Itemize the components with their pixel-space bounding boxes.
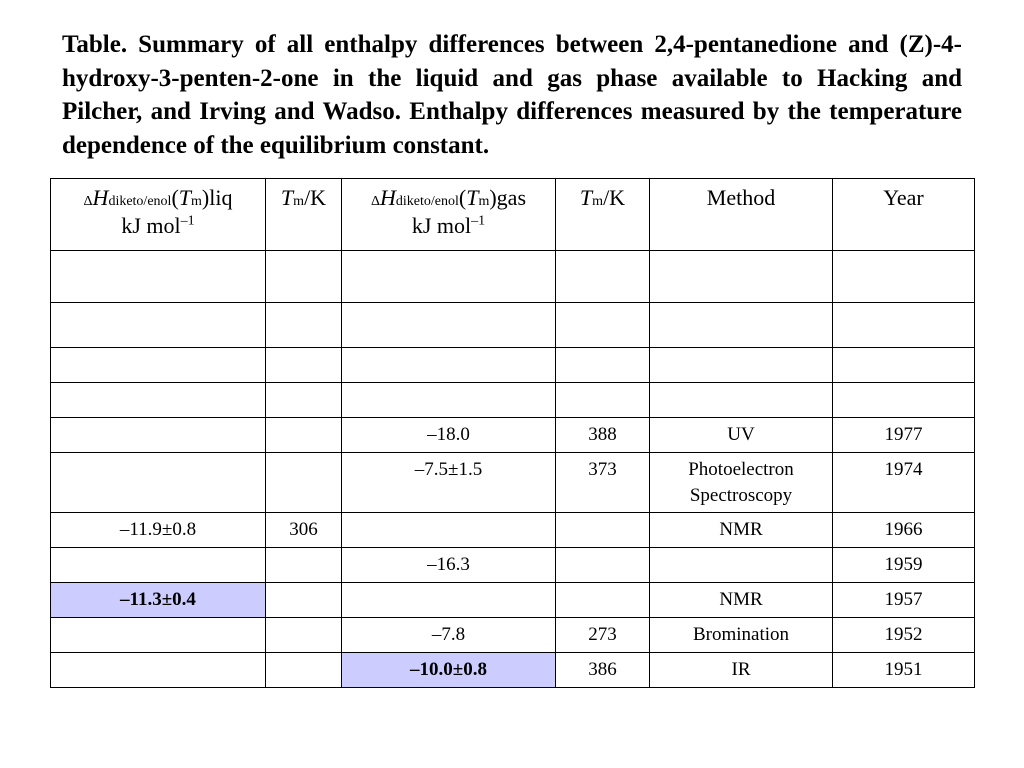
cell-tm-gas <box>556 583 650 618</box>
cell-liquid <box>51 383 266 418</box>
cell-method: IR <box>650 653 833 688</box>
cell-tm-liquid <box>266 251 342 303</box>
table-row <box>51 348 975 383</box>
cell-gas <box>342 383 556 418</box>
cell-year <box>833 303 975 348</box>
table-row <box>51 618 975 653</box>
cell-gas <box>342 251 556 303</box>
cell-year <box>833 383 975 418</box>
cell-tm-liquid <box>266 383 342 418</box>
cell-tm-liquid <box>266 548 342 583</box>
table-row <box>51 303 975 348</box>
cell-method <box>650 303 833 348</box>
cell-tm-liquid <box>266 453 342 513</box>
cell-liquid: –11.9±0.8 <box>51 513 266 548</box>
table-row <box>51 251 975 303</box>
cell-tm-gas <box>556 251 650 303</box>
cell-year: 1951 <box>833 653 975 688</box>
cell-gas: –16.3 <box>342 548 556 583</box>
cell-gas <box>342 348 556 383</box>
cell-tm-liquid <box>266 653 342 688</box>
cell-tm-gas: 388 <box>556 418 650 453</box>
cell-tm-gas <box>556 513 650 548</box>
cell-year <box>833 251 975 303</box>
cell-liquid <box>51 548 266 583</box>
header-tm-liquid: Tm/K <box>266 179 342 251</box>
cell-tm-liquid <box>266 583 342 618</box>
cell-tm-liquid <box>266 618 342 653</box>
cell-method: NMR <box>650 513 833 548</box>
cell-method <box>650 383 833 418</box>
table-row <box>51 513 975 548</box>
cell-liquid <box>51 303 266 348</box>
cell-year: 1966 <box>833 513 975 548</box>
table-row <box>51 583 975 618</box>
enthalpy-table <box>50 178 975 688</box>
cell-year <box>833 348 975 383</box>
cell-gas: –7.8 <box>342 618 556 653</box>
cell-tm-liquid <box>266 418 342 453</box>
cell-liquid <box>51 251 266 303</box>
cell-gas: –18.0 <box>342 418 556 453</box>
cell-liquid <box>51 453 266 513</box>
cell-tm-gas <box>556 548 650 583</box>
cell-year: 1957 <box>833 583 975 618</box>
cell-year: 1977 <box>833 418 975 453</box>
table-row <box>51 383 975 418</box>
table-row <box>51 418 975 453</box>
cell-method: Bromination <box>650 618 833 653</box>
cell-method <box>650 251 833 303</box>
cell-method <box>650 548 833 583</box>
cell-method: Photoelectron Spectroscopy <box>650 453 833 513</box>
cell-tm-gas <box>556 383 650 418</box>
cell-year: 1959 <box>833 548 975 583</box>
table-row <box>51 653 975 688</box>
cell-gas <box>342 513 556 548</box>
cell-liquid <box>51 653 266 688</box>
cell-tm-gas: 373 <box>556 453 650 513</box>
table-row <box>51 453 975 513</box>
cell-gas: –7.5±1.5 <box>342 453 556 513</box>
cell-tm-gas: 273 <box>556 618 650 653</box>
cell-tm-gas <box>556 348 650 383</box>
cell-tm-liquid: 306 <box>266 513 342 548</box>
cell-liquid-highlighted: –11.3±0.4 <box>51 583 266 618</box>
header-method: Method <box>650 179 833 251</box>
header-tm-gas: Tm/K <box>556 179 650 251</box>
cell-tm-liquid <box>266 303 342 348</box>
cell-method <box>650 348 833 383</box>
cell-liquid <box>51 618 266 653</box>
cell-gas-highlighted: –10.0±0.8 <box>342 653 556 688</box>
cell-tm-liquid <box>266 348 342 383</box>
cell-method: NMR <box>650 583 833 618</box>
cell-year: 1974 <box>833 453 975 513</box>
cell-gas <box>342 303 556 348</box>
cell-liquid <box>51 418 266 453</box>
table-row <box>51 548 975 583</box>
header-gas-enthalpy: ΔHdiketo/enol(Tm)gas kJ mol$^{-1}$ <box>342 179 556 251</box>
header-liquid-enthalpy: ΔHdiketo/enol(Tm)liq kJ mol$^{-1}$ <box>51 179 266 251</box>
cell-year: 1952 <box>833 618 975 653</box>
cell-tm-gas <box>556 303 650 348</box>
cell-method: UV <box>650 418 833 453</box>
cell-liquid <box>51 348 266 383</box>
cell-gas <box>342 583 556 618</box>
header-row <box>51 179 975 251</box>
header-year: Year <box>833 179 975 251</box>
table-caption: Table. Summary of all enthalpy differences between 2,4-pentanedione and (Z)-4-hydroxy-3-penten-2-one in the liquid and gas phase available to Hacking and Pilcher, and Irving and Wadso. Enthalpy differences measured by the temperature dependence of the equilibrium constant. <box>62 31 962 159</box>
cell-tm-gas: 386 <box>556 653 650 688</box>
